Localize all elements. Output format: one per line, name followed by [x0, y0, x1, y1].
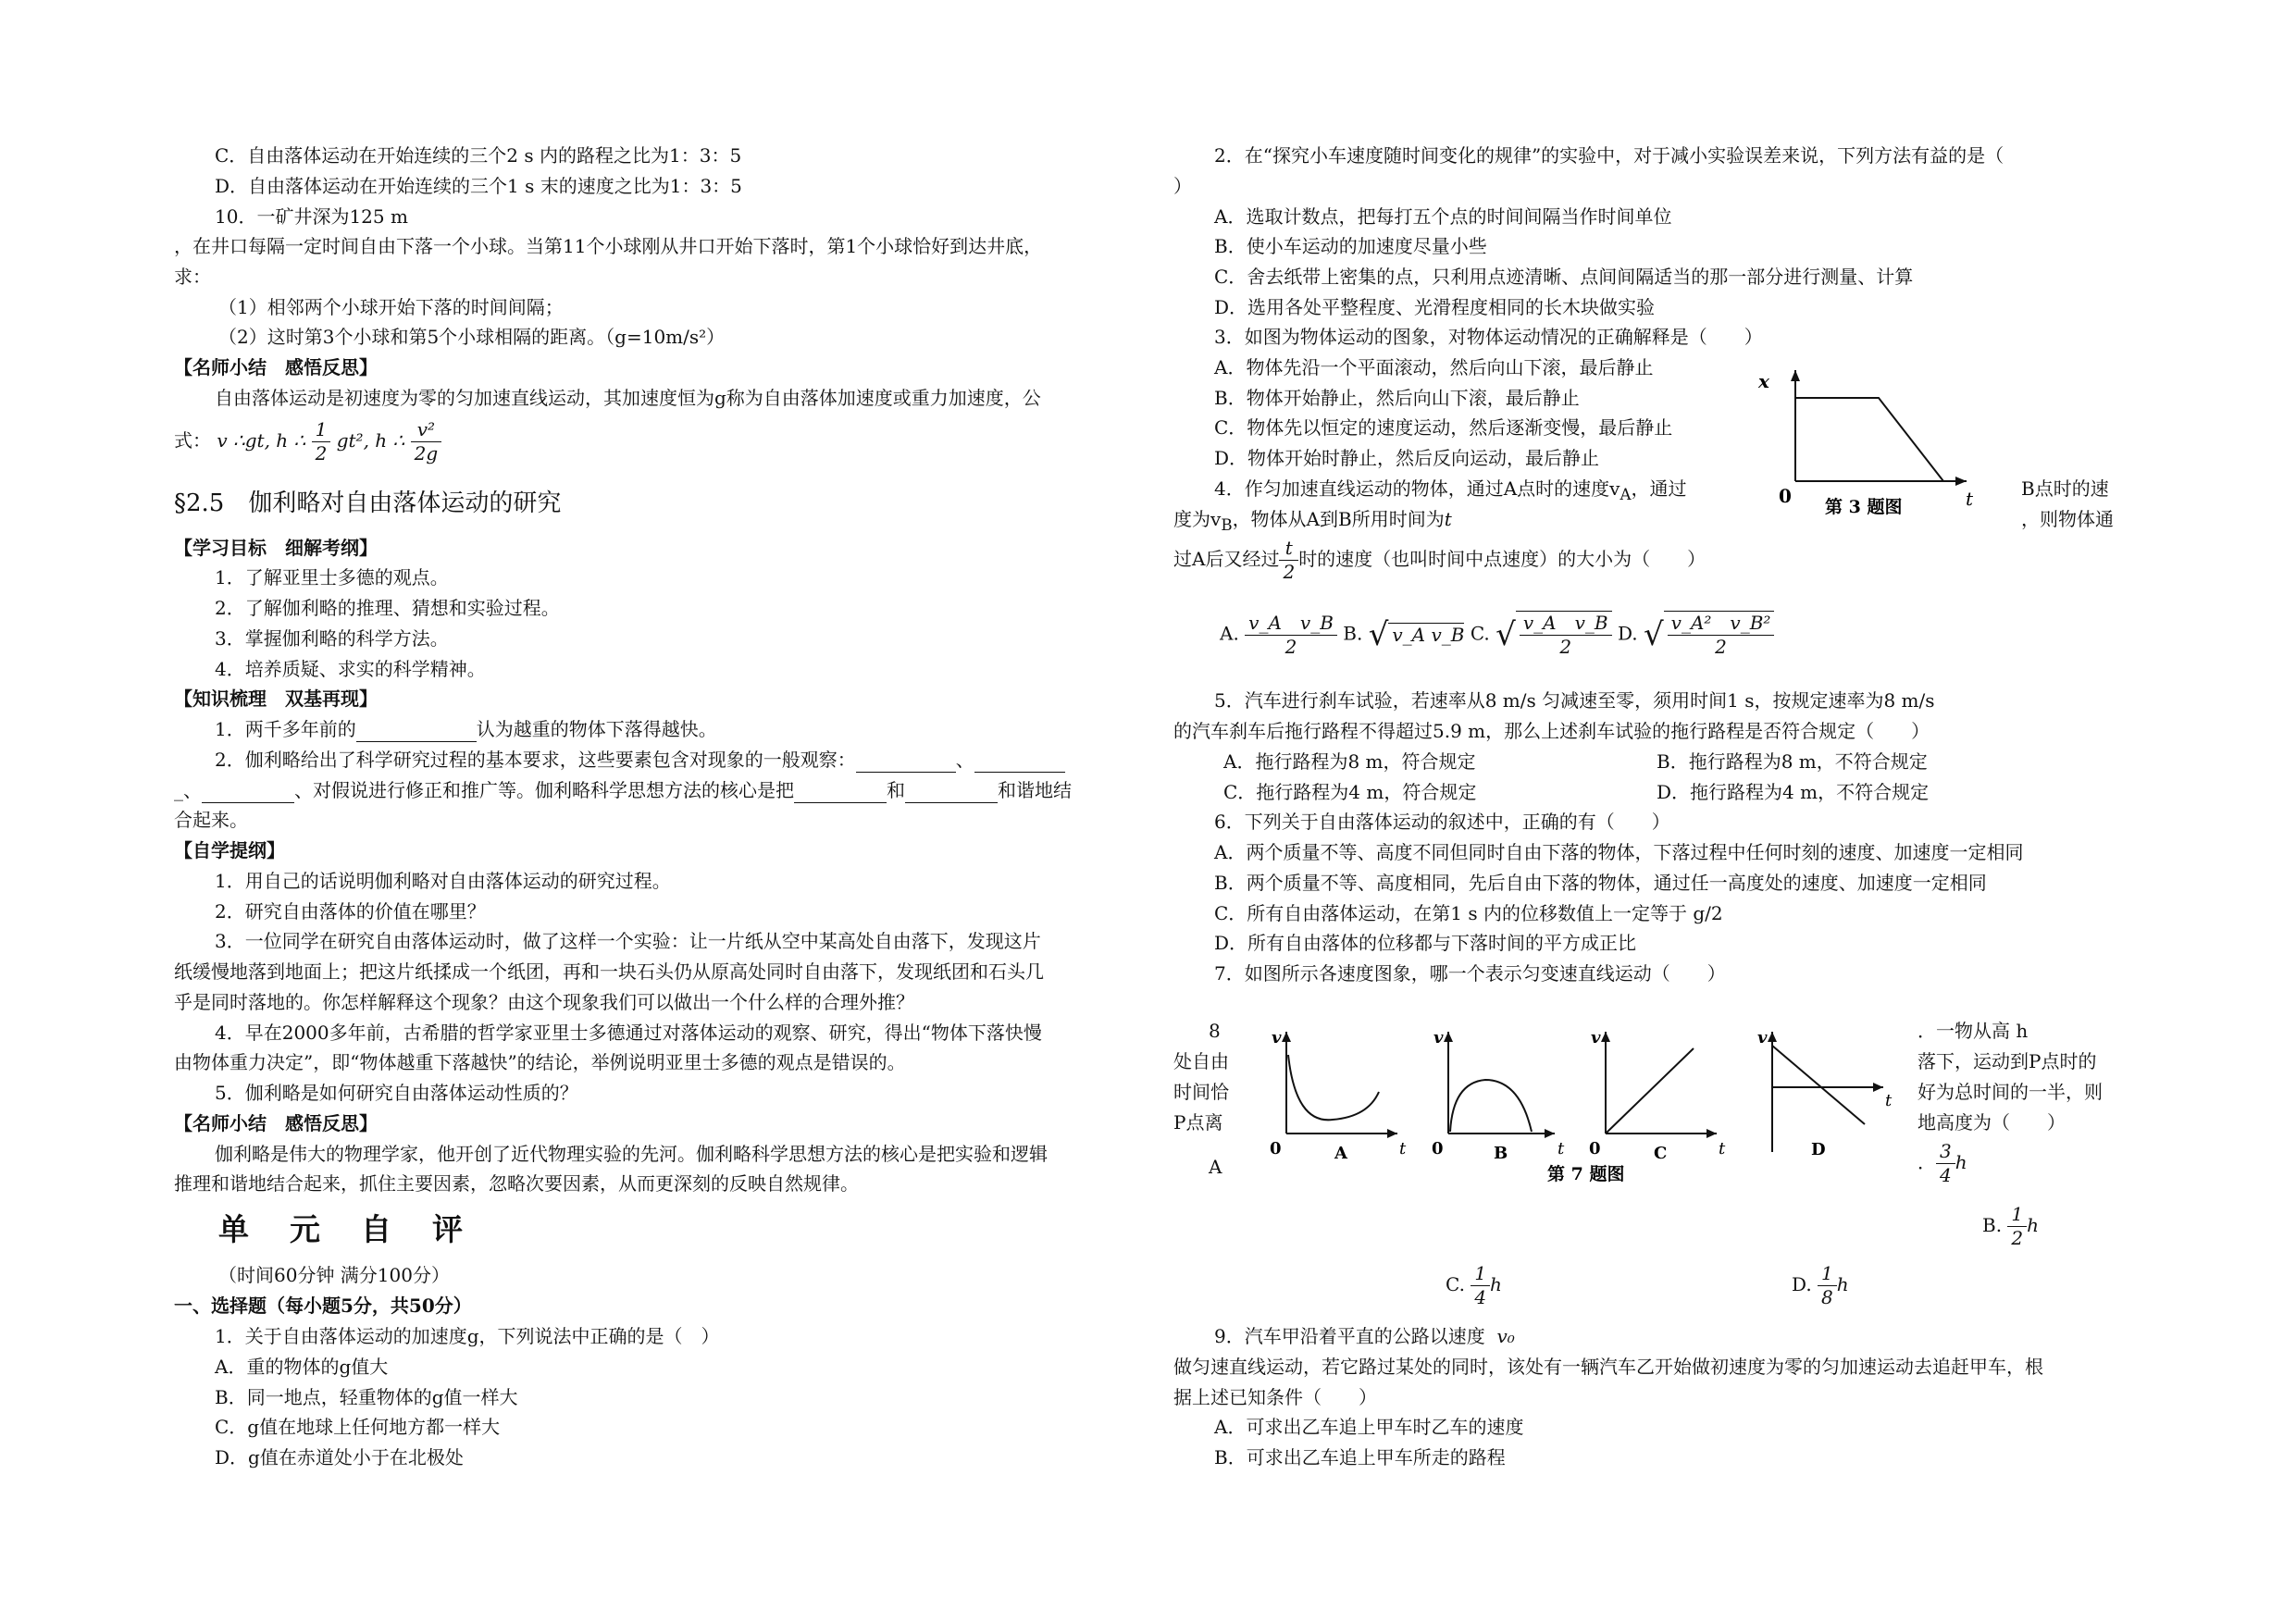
section-heading-outline: 【自学提纲】 [174, 839, 285, 861]
q10-part1: （1）相邻两个小球开始下落的时间间隔； [218, 296, 564, 318]
fraction-v2-2g: $\frac{\text{v²}}{2g}$ [411, 418, 442, 465]
review-q1: 1．关于自由落体运动的加速度g，下列说法中正确的是（ ） [215, 1325, 720, 1347]
option-d-formula: $\frac{\text{v\_A² v\_B²}}{2}$ [1664, 611, 1775, 659]
review-q9: 9．汽车甲沿着平直的公路以速度 v₀ [1214, 1325, 1515, 1347]
goal-1: 1．了解亚里士多德的观点。 [215, 566, 449, 588]
review-q8-text-2: 落下，运动到P点时的 [1917, 1050, 2097, 1072]
outline-4: 4．早在2000多年前，古希腊的哲学家亚里士多德通过对落体运动的观察、研究，得出“物体下落快慢 [215, 1022, 1042, 1044]
fraction-t-over-2: $\frac{t}{2}$ [1279, 537, 1298, 584]
review-q9-line3: 据上述已知条件（ ） [1173, 1386, 1377, 1408]
review-q2-a: A．选取计数点，把每打五个点的时间间隔当作时间单位 [1214, 205, 1672, 228]
review-q1-b: B．同一地点，轻重物体的g值一样大 [215, 1386, 518, 1408]
outline-3: 3．一位同学在研究自由落体运动时，做了这样一个实验：让一片纸从空中某高处自由落下，发现这片 [215, 930, 1041, 952]
svg-text:v: v [1272, 1028, 1282, 1047]
review-q2-d: D．选用各处平整程度、光滑程度相同的长木块做实验 [1214, 296, 1656, 318]
knowledge-2: 2．伽利略给出了科学研究过程的基本要求，这些要素包含对现象的一般观察： 、 [215, 749, 1065, 773]
review-q3-a: A．物体先沿一个平面滚动，然后向山下滚，最后静止 [1214, 356, 1654, 378]
goal-2: 2．了解伽利略的推理、猜想和实验过程。 [215, 597, 560, 619]
formula-part1: v ∴gt, h ∴ [217, 429, 306, 452]
formula-part2: gt², h ∴ [336, 429, 405, 452]
review-q8-option-a-label: A [1209, 1156, 1222, 1178]
review-q1-d: D．g值在赤道处小于在北极处 [215, 1446, 464, 1468]
review-q3-b: B．物体开始静止，然后向山下滚，最后静止 [1214, 387, 1580, 409]
q9-option-c: C．自由落体运动在开始连续的三个2 s 内的路程之比为1：3：5 [215, 144, 742, 167]
svg-text:v: v [1433, 1028, 1444, 1047]
graph-d [1757, 1028, 1893, 1159]
review-q8-frag3: P点离 [1173, 1111, 1223, 1134]
graph-b-label: B [1494, 1144, 1508, 1163]
knowledge-2-cont: _、 、对假说进行修正和推广等。伽利略科学思想方法的核心是把 和 和谐地结 [174, 779, 1072, 801]
section-heading-summary-2: 【名师小结 感悟反思】 [174, 1112, 378, 1134]
review-q5-c: C．拖行路程为4 m，符合规定 [1223, 781, 1477, 803]
review-q6: 6．下列关于自由落体运动的叙述中，正确的有（ ） [1214, 811, 1670, 833]
review-q8-number: 8 [1209, 1020, 1221, 1042]
outline-1: 1．用自己的话说明伽利略对自由落体运动的研究过程。 [215, 870, 671, 892]
review-q6-c: C．所有自由落体运动，在第1 s 内的位移数值上一定等于 g/2 [1214, 902, 1723, 924]
review-q9-b: B．可求出乙车追上甲车所走的路程 [1214, 1446, 1506, 1468]
section-heading-knowledge: 【知识梳理 双基再现】 [174, 688, 378, 710]
review-q2-c: C．舍去纸带上密集的点，只利用点迹清晰、点间间隔适当的那一部分进行测量、计算 [1214, 266, 1914, 288]
svg-text:v: v [1757, 1028, 1768, 1047]
review-q5-d: D．拖行路程为4 m，不符合规定 [1657, 781, 1930, 803]
graph-a-label: A [1334, 1144, 1347, 1163]
review-q8-option-d: D. $\frac{1}{8}$ h [1792, 1262, 1849, 1308]
review-q8-option-b: B. $\frac{1}{2}$ h [1982, 1203, 2040, 1249]
review-q4-options: A. $\frac{\text{v\_A v\_B}}{2}$ B. √ v_A v_B C. √ $\frac{\text{v\_A v\_B}}{2}$ D. √ $\frac{\text{v\_A² v\_B²}}{2}$ [1220, 611, 1774, 659]
graph-a [1270, 1028, 1407, 1163]
review-q8-option-a: ． $\frac{3}{4}$ h [1917, 1140, 1967, 1186]
exam-time-note: （时间60分钟 满分100分） [218, 1264, 450, 1286]
review-q4: 4．作匀加速直线运动的物体，通过A点时的速度$v_A$，通过 [1214, 477, 1687, 503]
svg-text:t: t [1399, 1139, 1407, 1158]
fig3-x-label: x [1758, 370, 1769, 392]
fig3-t-label: t [1966, 488, 1974, 510]
outline-3-line2: 纸缓慢地落到地面上；把这片纸揉成一个纸团，再和一块石头仍从原高处同时自由落下，发现纸团和石头几 [174, 960, 1044, 983]
knowledge-2-end: 合起来。 [174, 809, 248, 831]
svg-text:t: t [1885, 1091, 1893, 1110]
q10-text: ，在井口每隔一定时间自由下落一个小球。当第11个小球刚从井口开始下落时，第1个小球恰好到达井底， [174, 235, 1043, 257]
formula-line [174, 418, 441, 465]
review-q4-cont: B点时的速 [2021, 477, 2109, 500]
q10-ask: 求： [174, 266, 211, 288]
graph-c-label: C [1654, 1144, 1668, 1163]
review-q3: 3．如图为物体运动的图象，对物体运动情况的正确解释是（ ） [1214, 326, 1763, 348]
outline-4-line2: 由物体重力决定”，即“物体越重下落越快”的结论，举例说明亚里士多德的观点是错误的。 [174, 1051, 906, 1073]
svg-text:t: t [1719, 1139, 1726, 1158]
section-heading-goals: 【学习目标 细解考纲】 [174, 537, 378, 559]
fraction-half: $\frac{1}{2}$ [312, 418, 331, 465]
outline-2: 2．研究自由落体的价值在哪里？ [215, 900, 486, 923]
review-q2: 2．在“探究小车速度随时间变化的规律”的实验中，对于减小实验误差来说，下列方法有益的是（ [1214, 144, 2004, 167]
review-q6-d: D．所有自由落体的位移都与下落时间的平方成正比 [1214, 932, 1637, 954]
svg-text:0: 0 [1589, 1139, 1601, 1158]
goal-4: 4．培养质疑、求实的科学精神。 [215, 658, 486, 680]
review-q8-text: ．一物从高 h [1917, 1020, 2029, 1042]
section-heading-summary: 【名师小结 感悟反思】 [174, 356, 378, 378]
outline-3-line3: 乎是同时落地的。你怎样解释这个现象？由这个现象我们可以做出一个什么样的合理外推？ [174, 991, 914, 1013]
summary-text: 自由落体运动是初速度为零的匀加速直线运动，其加速度恒为g称为自由落体加速度或重力加速度，公 [215, 387, 1041, 409]
review-q9-line2: 做匀速直线运动，若它路过某处的同时，该处有一辆汽车乙开始做初速度为零的匀加速运动去追赶甲车，根 [1173, 1356, 2043, 1378]
summary-2-line1: 伽利略是伟大的物理学家，他开创了近代物理实验的先河。伽利略科学思想方法的核心是把实验和逻辑 [215, 1143, 1048, 1165]
review-q5-line2: 的汽车刹车后拖行路程不得超过5.9 m，那么上述刹车试验的拖行路程是否符合规定（ ） [1173, 720, 1930, 742]
review-q8-text-3: 好为总时间的一半，则 [1917, 1081, 2103, 1103]
review-q8-frag2: 时间恰 [1173, 1081, 1229, 1103]
review-q5: 5．汽车进行刹车试验，若速率从8 m/s 匀减速至零，须用时间1 s，按规定速率为8 m/s [1214, 689, 1935, 712]
review-q2-paren: ） [1173, 175, 1192, 197]
graph-b [1432, 1028, 1565, 1163]
review-q7: 7．如图所示各速度图象，哪一个表示匀变速直线运动（ ） [1214, 962, 1726, 985]
svg-text:v: v [1591, 1028, 1601, 1047]
section-title-2-5: §2.5 伽利略对自由落体运动的研究 [174, 489, 562, 517]
review-q6-a: A．两个质量不等、高度不同但同时自由下落的物体，下落过程中任何时刻的速度、加速度一定相同 [1214, 841, 2024, 863]
fig3-origin: 0 [1779, 485, 1792, 507]
q9-option-d: D．自由落体运动在开始连续的三个1 s 末的速度之比为1：3：5 [215, 175, 742, 197]
svg-text:0: 0 [1270, 1139, 1282, 1158]
review-q4-line3: 过A后又经过 $\frac{t}{2}$ 时的速度（也叫时间中点速度）的大小为（ ） [1173, 537, 1706, 583]
svg-text:t: t [1558, 1139, 1565, 1158]
review-q4-line2-end: ，则物体通 [2021, 508, 2114, 530]
option-a-formula: $\frac{\text{v\_A v\_B}}{2}$ [1245, 612, 1337, 659]
formula-lead: 式： [174, 429, 211, 452]
option-b-formula: v_A v_B [1388, 623, 1464, 647]
review-q5-a: A．拖行路程为8 m，符合规定 [1223, 750, 1476, 773]
q10-stem: 10．一矿井深为125 m [215, 205, 408, 228]
outline-5: 5．伽利略是如何研究自由落体运动性质的？ [215, 1082, 578, 1104]
review-q8-option-c: C. $\frac{1}{4}$ h [1446, 1262, 1502, 1308]
review-q1-c: C．g值在地球上任何地方都一样大 [215, 1416, 501, 1438]
unit-review-title: 单元自评 [218, 1211, 503, 1247]
graph-c [1589, 1028, 1726, 1163]
knowledge-1: 1．两千多年前的 认为越重的物体下落得越快。 [215, 718, 717, 740]
svg-text:0: 0 [1432, 1139, 1444, 1158]
review-q8-frag1: 处自由 [1173, 1050, 1229, 1072]
review-q2-b: B．使小车运动的加速度尽量小些 [1214, 235, 1487, 257]
review-q1-a: A．重的物体的g值大 [215, 1356, 389, 1378]
review-q4-line2: 度为$v_B$，物体从A到B所用时间为t [1173, 508, 1452, 534]
figure-7-vt-graphs [1259, 1013, 1906, 1189]
fig7-caption: 第 7 题图 [1547, 1164, 1625, 1184]
q10-part2: （2）这时第3个小球和第5个小球相隔的距离。（g=10m/s²） [218, 326, 726, 348]
review-q6-b: B．两个质量不等、高度相同，先后自由下落的物体，通过任一高度处的速度、加速度一定相同 [1214, 872, 1987, 894]
review-q5-b: B．拖行路程为8 m，不符合规定 [1657, 750, 1928, 773]
fig3-caption: 第 3 题图 [1825, 497, 1903, 517]
option-c-formula: $\frac{\text{v\_A v\_B}}{2}$ [1516, 611, 1612, 659]
multiple-choice-heading: 一、选择题（每小题5分，共50分） [174, 1295, 472, 1317]
summary-2-line2: 推理和谐地结合起来，抓住主要因素，忽略次要因素，从而更深刻的反映自然规律。 [174, 1172, 859, 1195]
review-q3-d: D．物体开始时静止，然后反向运动，最后静止 [1214, 447, 1600, 469]
review-q8-text-4: 地高度为（ ） [1917, 1111, 2066, 1134]
review-q3-c: C．物体先以恒定的速度运动，然后逐渐变慢，最后静止 [1214, 416, 1673, 439]
graph-d-label: D [1811, 1140, 1826, 1159]
review-q9-a: A．可求出乙车追上甲车时乙车的速度 [1214, 1416, 1524, 1438]
goal-3: 3．掌握伽利略的科学方法。 [215, 627, 449, 650]
figure-3-xt-graph [1740, 352, 1999, 518]
